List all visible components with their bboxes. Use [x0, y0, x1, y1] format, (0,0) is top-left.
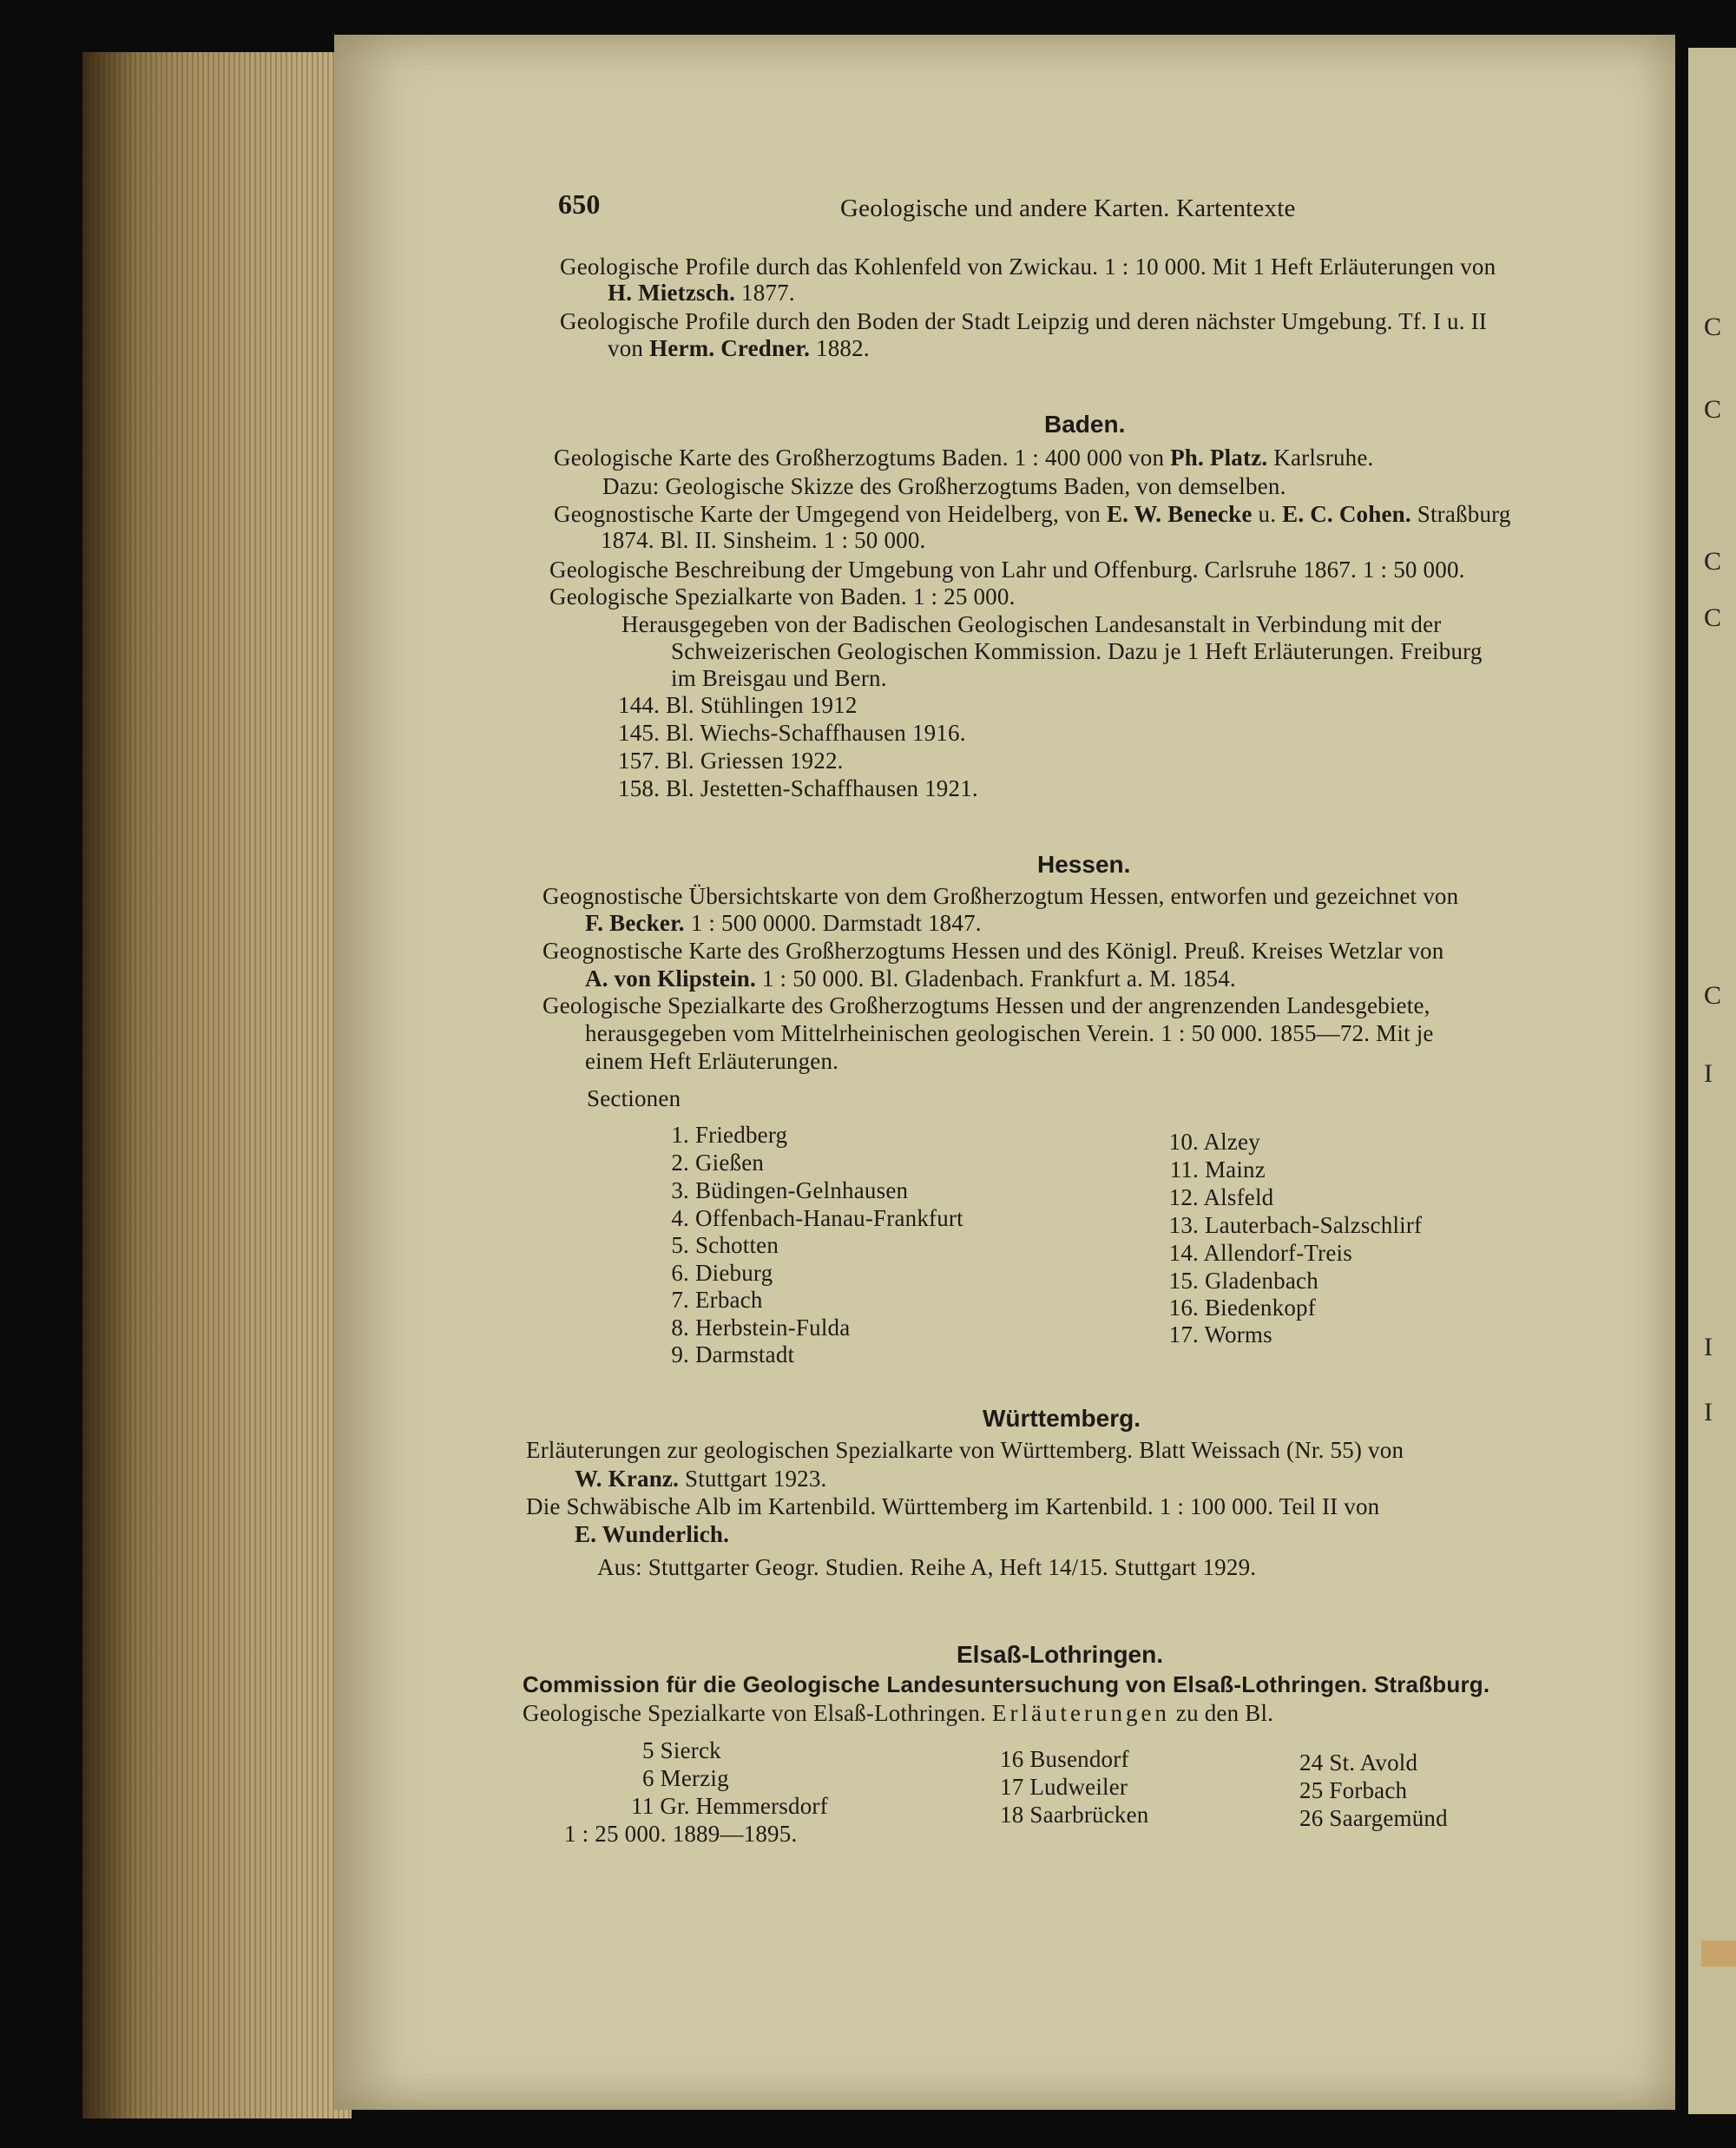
elsass-scale: 1 : 25 000. 1889—1895.: [564, 1821, 798, 1847]
baden-line-2: Dazu: Geologische Skizze des Großherzogtums Baden, von demselben.: [602, 473, 1286, 499]
list-item: 15. Gladenbach: [1168, 1268, 1318, 1294]
baden-line-1: Geologische Karte des Großherzogtums Baden. 1 : 400 000 von Ph. Platz. Karlsruhe.: [554, 445, 1374, 471]
list-item: 7. Erbach: [671, 1287, 763, 1313]
list-item: 1. Friedberg: [671, 1122, 788, 1148]
list-item: 13. Lauterbach-Salzschlirf: [1168, 1212, 1423, 1238]
elsass-commission: Commission für die Geologische Landesuntersuchung von Elsaß-Lothringen. Straßburg.: [523, 1671, 1490, 1697]
list-item: 17 Ludweiler: [1000, 1774, 1128, 1800]
wuerttemberg-line-1: Erläuterungen zur geologischen Spezialkarte von Württemberg. Blatt Weissach (Nr. 55) von: [526, 1437, 1404, 1463]
next-page-margin: [1688, 48, 1736, 2114]
baden-line-6: Geologische Spezialkarte von Baden. 1 : 25 000.: [549, 583, 1016, 609]
list-item: 158. Bl. Jestetten-Schaffhausen 1921.: [618, 775, 978, 801]
wuerttemberg-line-2: W. Kranz. Stuttgart 1923.: [575, 1466, 827, 1492]
hessen-line-6: herausgegeben vom Mittelrheinischen geologischen Verein. 1 : 50 000. 1855—72. Mit je: [585, 1020, 1434, 1046]
list-item: 11 Gr. Hemmersdorf: [631, 1793, 828, 1819]
baden-line-4: 1874. Bl. II. Sinsheim. 1 : 50 000.: [601, 527, 926, 553]
entry-leipzig: Geologische Profile durch den Boden der Stadt Leipzig und deren nächster Umgebung. Tf. I u. II: [560, 308, 1488, 334]
list-item: 10. Alzey: [1168, 1129, 1260, 1155]
hessen-line-4: A. von Klipstein. 1 : 50 000. Bl. Gladenbach. Frankfurt a. M. 1854.: [585, 965, 1236, 992]
sections-label: Sectionen: [587, 1085, 681, 1111]
heading-elsass: Elsaß-Lothringen.: [957, 1641, 1163, 1668]
baden-line-3: Geognostische Karte der Umgegend von Heidelberg, von E. W. Benecke u. E. C. Cohen. Straßburg: [554, 501, 1511, 527]
list-item: 25 Forbach: [1299, 1777, 1408, 1803]
hessen-line-7: einem Heft Erläuterungen.: [585, 1048, 839, 1074]
list-item: 4. Offenbach-Hanau-Frankfurt: [671, 1205, 963, 1231]
list-item: 17. Worms: [1168, 1321, 1272, 1347]
list-item: 16. Biedenkopf: [1168, 1295, 1316, 1321]
margin-letter: I: [1704, 1333, 1713, 1361]
margin-letter: C: [1704, 981, 1722, 1010]
list-item: 145. Bl. Wiechs-Schaffhausen 1916.: [618, 720, 966, 746]
elsass-line-2: Geologische Spezialkarte von Elsaß-Lothringen. Erläuterungen zu den Bl.: [523, 1700, 1274, 1726]
wuerttemberg-line-3: Die Schwäbische Alb im Kartenbild. Württemberg im Kartenbild. 1 : 100 000. Teil II von: [526, 1493, 1380, 1519]
hessen-line-2: F. Becker. 1 : 500 0000. Darmstadt 1847.: [585, 910, 982, 936]
list-item: 6. Dieburg: [671, 1260, 773, 1286]
hessen-line-1: Geognostische Übersichtskarte von dem Großherzogtum Hessen, entworfen und gezeichnet von: [542, 883, 1459, 909]
baden-line-5: Geologische Beschreibung der Umgebung von Lahr und Offenburg. Carlsruhe 1867. 1 : 50 000.: [549, 557, 1465, 583]
entry-leipzig-cont: von Herm. Credner. 1882.: [608, 335, 870, 361]
list-item: 144. Bl. Stühlingen 1912: [618, 692, 858, 718]
list-item: 16 Busendorf: [1000, 1746, 1129, 1772]
running-title: Geologische und andere Karten. Kartentexte: [840, 194, 1296, 222]
margin-letter: I: [1704, 1059, 1713, 1088]
list-item: 14. Allendorf-Treis: [1168, 1240, 1352, 1266]
entry-zwickau: Geologische Profile durch das Kohlenfeld von Zwickau. 1 : 10 000. Mit 1 Heft Erläuterungen von: [560, 254, 1496, 280]
heading-hessen: Hessen.: [1037, 851, 1131, 878]
book-page-edges: [82, 52, 352, 2118]
page-tab: [1701, 1940, 1736, 1967]
list-item: 12. Alsfeld: [1168, 1184, 1274, 1210]
hessen-line-3: Geognostische Karte des Großherzogtums Hessen und des Königl. Preuß. Kreises Wetzlar von: [542, 938, 1444, 964]
list-item: 9. Darmstadt: [671, 1341, 795, 1367]
margin-letter: C: [1704, 547, 1722, 576]
list-item: 11. Mainz: [1169, 1156, 1266, 1183]
margin-letter: C: [1704, 603, 1722, 632]
margin-letter: C: [1704, 313, 1722, 341]
baden-line-9: im Breisgau und Bern.: [671, 665, 887, 691]
baden-line-8: Schweizerischen Geologischen Kommission. Dazu je 1 Heft Erläuterungen. Freiburg: [671, 638, 1483, 664]
hessen-line-5: Geologische Spezialkarte des Großherzogtums Hessen und der angrenzenden Landesgebiete,: [542, 992, 1430, 1018]
margin-letter: I: [1704, 1398, 1713, 1427]
wuerttemberg-line-4: E. Wunderlich.: [575, 1521, 730, 1547]
list-item: 3. Büdingen-Gelnhausen: [671, 1177, 909, 1203]
margin-letter: C: [1704, 395, 1722, 424]
list-item: 24 St. Avold: [1299, 1749, 1418, 1776]
wuerttemberg-line-5: Aus: Stuttgarter Geogr. Studien. Reihe A, Heft 14/15. Stuttgart 1929.: [597, 1554, 1257, 1580]
list-item: 8. Herbstein-Fulda: [671, 1314, 851, 1341]
list-item: 26 Saargemünd: [1299, 1805, 1448, 1831]
list-item: 2. Gießen: [671, 1150, 765, 1176]
entry-zwickau-cont: H. Mietzsch. 1877.: [608, 280, 795, 306]
list-item: 18 Saarbrücken: [1000, 1802, 1149, 1828]
list-item: 5. Schotten: [671, 1232, 779, 1258]
list-item: 5 Sierck: [642, 1737, 721, 1763]
baden-line-7: Herausgegeben von der Badischen Geologischen Landesanstalt in Verbindung mit der: [621, 611, 1442, 637]
heading-wuerttemberg: Württemberg.: [983, 1405, 1141, 1432]
list-item: 6 Merzig: [642, 1765, 729, 1791]
page-number: 650: [558, 188, 601, 220]
heading-baden: Baden.: [1044, 411, 1126, 438]
list-item: 157. Bl. Griessen 1922.: [618, 748, 844, 774]
